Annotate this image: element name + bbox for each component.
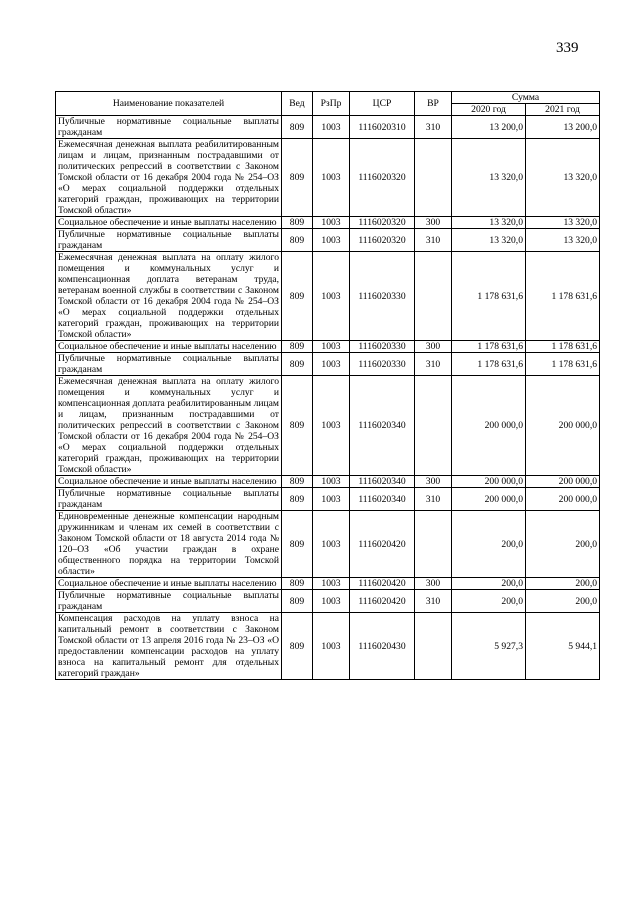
cell-name: Публичные нормативные социальные выплаты гражданам xyxy=(56,353,282,376)
table-row xyxy=(56,578,600,590)
cell-sum-2020: 200 000,0 xyxy=(452,376,526,476)
cell-csr: 1116020330 xyxy=(350,353,415,376)
cell-sum-2021: 5 944,1 xyxy=(526,613,600,680)
cell-rzpr: 1003 xyxy=(313,613,350,680)
cell-name: Ежемесячная денежная выплата на оплату жилого помещения и коммунальных услуг и компенсационная доплата ветеранам труда, ветеранам военной службы в соответствии с Законом Томской области от 16 декабря 2004 года № 254–ОЗ «О мерах социальной поддержки отдельных категорий граждан, проживающих на территории Томской области» xyxy=(56,252,282,341)
cell-name: Ежемесячная денежная выплата на оплату жилого помещения и коммунальных услуг и компенсационная доплата реабилитированным лицам и лицам, признанным пострадавшими от политических репрессий в соответствии с Законом Томской области от 16 декабря 2004 года № 254–ОЗ «О мерах социальной поддержки отдельных категорий граждан, проживающих на территории Томской области» xyxy=(56,376,282,476)
page-number: 339 xyxy=(556,40,579,56)
cell-rzpr: 1003 xyxy=(313,488,350,511)
cell-csr: 1116020330 xyxy=(350,252,415,341)
cell-sum-2021: 1 178 631,6 xyxy=(526,341,600,353)
table-row xyxy=(56,376,600,476)
cell-sum-2021: 1 178 631,6 xyxy=(526,252,600,341)
cell-vr xyxy=(415,252,452,341)
cell-vr: 300 xyxy=(415,476,452,488)
cell-sum-2021: 200,0 xyxy=(526,578,600,590)
table-row xyxy=(56,217,600,229)
header-csr: ЦСР xyxy=(350,92,415,116)
cell-vr: 310 xyxy=(415,116,452,139)
cell-csr: 1116020420 xyxy=(350,511,415,578)
cell-ved: 809 xyxy=(282,341,313,353)
cell-sum-2021: 13 200,0 xyxy=(526,116,600,139)
cell-rzpr: 1003 xyxy=(313,376,350,476)
cell-csr: 1116020430 xyxy=(350,613,415,680)
cell-sum-2020: 13 200,0 xyxy=(452,116,526,139)
cell-sum-2020: 200 000,0 xyxy=(452,488,526,511)
cell-rzpr: 1003 xyxy=(313,116,350,139)
cell-ved: 809 xyxy=(282,229,313,252)
cell-name: Публичные нормативные социальные выплаты гражданам xyxy=(56,229,282,252)
cell-name: Публичные нормативные социальные выплаты гражданам xyxy=(56,488,282,511)
cell-sum-2021: 1 178 631,6 xyxy=(526,353,600,376)
table-row xyxy=(56,341,600,353)
table-row xyxy=(56,590,600,613)
cell-ved: 809 xyxy=(282,511,313,578)
cell-name: Социальное обеспечение и иные выплаты населению xyxy=(56,217,282,229)
cell-sum-2021: 13 320,0 xyxy=(526,217,600,229)
cell-sum-2021: 200 000,0 xyxy=(526,476,600,488)
cell-sum-2020: 1 178 631,6 xyxy=(452,353,526,376)
cell-ved: 809 xyxy=(282,376,313,476)
cell-vr: 310 xyxy=(415,229,452,252)
cell-sum-2021: 200 000,0 xyxy=(526,488,600,511)
cell-sum-2020: 13 320,0 xyxy=(452,229,526,252)
cell-csr: 1116020320 xyxy=(350,217,415,229)
header-year-2020: 2020 год xyxy=(452,104,526,116)
cell-csr: 1116020330 xyxy=(350,341,415,353)
cell-sum-2020: 13 320,0 xyxy=(452,139,526,217)
cell-rzpr: 1003 xyxy=(313,341,350,353)
cell-sum-2020: 5 927,3 xyxy=(452,613,526,680)
cell-vr: 310 xyxy=(415,353,452,376)
header-vr: ВР xyxy=(415,92,452,116)
cell-vr xyxy=(415,376,452,476)
cell-ved: 809 xyxy=(282,116,313,139)
table-row xyxy=(56,511,600,578)
cell-csr: 1116020320 xyxy=(350,139,415,217)
cell-sum-2021: 13 320,0 xyxy=(526,139,600,217)
cell-ved: 809 xyxy=(282,476,313,488)
cell-ved: 809 xyxy=(282,613,313,680)
cell-csr: 1116020340 xyxy=(350,488,415,511)
cell-vr xyxy=(415,613,452,680)
table-row xyxy=(56,488,600,511)
cell-name: Ежемесячная денежная выплата реабилитированным лицам и лицам, признанным пострадавшими от политических репрессий в соответствии с Законом Томской области от 16 декабря 2004 года № 254–ОЗ «О мерах социальной поддержки отдельных категорий граждан, проживающих на территории Томской области» xyxy=(56,139,282,217)
cell-rzpr: 1003 xyxy=(313,252,350,341)
cell-sum-2020: 200,0 xyxy=(452,578,526,590)
cell-name: Публичные нормативные социальные выплаты гражданам xyxy=(56,116,282,139)
cell-rzpr: 1003 xyxy=(313,139,350,217)
table-row xyxy=(56,139,600,217)
cell-ved: 809 xyxy=(282,139,313,217)
cell-rzpr: 1003 xyxy=(313,217,350,229)
cell-ved: 809 xyxy=(282,590,313,613)
table-row xyxy=(56,116,600,139)
cell-vr: 310 xyxy=(415,590,452,613)
cell-rzpr: 1003 xyxy=(313,476,350,488)
cell-name: Публичные нормативные социальные выплаты гражданам xyxy=(56,590,282,613)
cell-ved: 809 xyxy=(282,252,313,341)
header-rzpr: РзПр xyxy=(313,92,350,116)
header-ved: Вед xyxy=(282,92,313,116)
cell-ved: 809 xyxy=(282,488,313,511)
header-name: Наименование показателей xyxy=(56,92,282,116)
budget-table xyxy=(55,91,600,680)
cell-sum-2021: 200,0 xyxy=(526,511,600,578)
cell-name: Социальное обеспечение и иные выплаты населению xyxy=(56,341,282,353)
cell-rzpr: 1003 xyxy=(313,590,350,613)
table-row xyxy=(56,613,600,680)
cell-ved: 809 xyxy=(282,353,313,376)
header-year-2021: 2021 год xyxy=(526,104,600,116)
cell-name: Единовременные денежные компенсации народным дружинникам и членам их семей в соответствии с Законом Томской области от 18 августа 2014 года № 120–ОЗ «Об участии граждан в охране общественного порядка на территории Томской области» xyxy=(56,511,282,578)
table-row xyxy=(56,353,600,376)
cell-rzpr: 1003 xyxy=(313,578,350,590)
cell-name: Социальное обеспечение и иные выплаты населению xyxy=(56,476,282,488)
table-row xyxy=(56,476,600,488)
cell-ved: 809 xyxy=(282,578,313,590)
table-header-row xyxy=(56,92,600,104)
cell-rzpr: 1003 xyxy=(313,229,350,252)
cell-csr: 1116020340 xyxy=(350,376,415,476)
cell-sum-2021: 200 000,0 xyxy=(526,376,600,476)
table-row xyxy=(56,229,600,252)
cell-sum-2021: 200,0 xyxy=(526,590,600,613)
cell-sum-2020: 200,0 xyxy=(452,511,526,578)
cell-name: Социальное обеспечение и иные выплаты населению xyxy=(56,578,282,590)
cell-sum-2020: 200 000,0 xyxy=(452,476,526,488)
cell-rzpr: 1003 xyxy=(313,511,350,578)
cell-sum-2020: 200,0 xyxy=(452,590,526,613)
cell-name: Компенсация расходов на уплату взноса на капитальный ремонт в соответствии с Законом Томской области от 13 апреля 2016 года № 23–ОЗ «О предоставлении компенсации расходов на уплату взноса на капитальный ремонт для отдельных категорий граждан» xyxy=(56,613,282,680)
cell-csr: 1116020320 xyxy=(350,229,415,252)
cell-csr: 1116020310 xyxy=(350,116,415,139)
cell-csr: 1116020420 xyxy=(350,578,415,590)
cell-ved: 809 xyxy=(282,217,313,229)
cell-sum-2020: 1 178 631,6 xyxy=(452,252,526,341)
cell-vr: 300 xyxy=(415,578,452,590)
cell-vr: 310 xyxy=(415,488,452,511)
cell-vr xyxy=(415,139,452,217)
cell-vr xyxy=(415,511,452,578)
table-row xyxy=(56,252,600,341)
cell-vr: 300 xyxy=(415,341,452,353)
cell-sum-2020: 1 178 631,6 xyxy=(452,341,526,353)
cell-vr: 300 xyxy=(415,217,452,229)
table-body xyxy=(56,116,600,680)
cell-sum-2020: 13 320,0 xyxy=(452,217,526,229)
cell-csr: 1116020340 xyxy=(350,476,415,488)
cell-sum-2021: 13 320,0 xyxy=(526,229,600,252)
cell-csr: 1116020420 xyxy=(350,590,415,613)
cell-rzpr: 1003 xyxy=(313,353,350,376)
header-sum: Сумма xyxy=(452,92,600,104)
